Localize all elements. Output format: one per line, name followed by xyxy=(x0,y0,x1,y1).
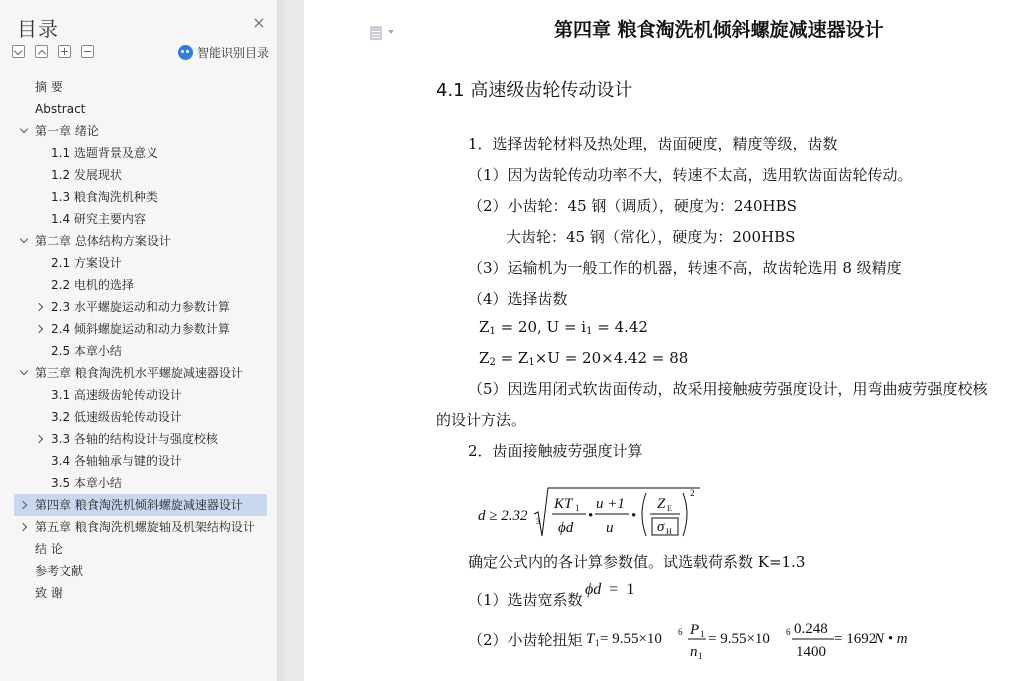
toc-item[interactable] xyxy=(14,208,267,230)
svg-text:n: n xyxy=(690,644,698,660)
toc-item[interactable] xyxy=(14,340,267,362)
chevron-right-icon[interactable] xyxy=(18,494,32,516)
toc-item-label: 2.1 方案设计 xyxy=(51,256,122,270)
toc-item-label: 3.5 本章小结 xyxy=(51,476,122,490)
toc-item[interactable] xyxy=(14,274,267,296)
svg-text:1: 1 xyxy=(575,503,580,513)
toc-item[interactable] xyxy=(14,362,267,384)
svg-text:u: u xyxy=(606,520,614,536)
toc-item[interactable] xyxy=(14,296,267,318)
toc-title: 目录 xyxy=(17,17,59,41)
toc-item-label: 3.1 高速级齿轮传动设计 xyxy=(51,388,182,402)
toc-item-label: 第五章 粮食淘洗机螺旋轴及机架结构设计 xyxy=(35,520,255,534)
toc-item-label: 2.4 倾斜螺旋运动和动力参数计算 xyxy=(51,322,230,336)
chevron-right-icon[interactable] xyxy=(34,318,48,340)
smart-toc-button[interactable] xyxy=(178,44,269,61)
svg-text:1: 1 xyxy=(698,651,703,661)
toc-item-label: 结 论 xyxy=(35,542,63,556)
close-icon[interactable]: × xyxy=(252,13,266,32)
svg-text:= 1692: = 1692 xyxy=(834,631,877,647)
toc-item-label: 3.4 各轴轴承与键的设计 xyxy=(51,454,182,468)
toc-item[interactable] xyxy=(14,318,267,340)
toc-panel xyxy=(0,0,278,681)
svg-text:1: 1 xyxy=(700,629,705,639)
toc-item-label: 第三章 粮食淘洗机水平螺旋减速器设计 xyxy=(35,366,243,380)
equation-z1: $Z_1 = 20$, $U = i_1 = 4.42$ xyxy=(479,318,648,337)
document-icon[interactable] xyxy=(370,26,382,40)
toc-item-label: 第一章 绪论 xyxy=(35,124,99,138)
svg-text:0.248: 0.248 xyxy=(794,621,828,637)
toc-item[interactable] xyxy=(14,582,267,604)
toc-item-label: 第四章 粮食淘洗机倾斜螺旋减速器设计 xyxy=(35,498,243,512)
svg-text:σ: σ xyxy=(657,519,665,535)
toc-item[interactable] xyxy=(14,494,267,516)
toc-item-label: 3.2 低速级齿轮传动设计 xyxy=(51,410,182,424)
chevron-down-icon[interactable] xyxy=(18,362,32,384)
remove-heading-icon[interactable] xyxy=(81,45,94,58)
expand-all-icon[interactable] xyxy=(12,45,25,58)
toc-item[interactable] xyxy=(14,406,267,428)
paragraph: （5）因选用闭式软齿面传动，故采用接触疲劳强度设计，用弯曲疲劳强度校核 xyxy=(468,380,988,398)
svg-text:•: • xyxy=(631,508,637,524)
toc-item[interactable] xyxy=(14,142,267,164)
toc-item-label: 致 谢 xyxy=(35,586,63,600)
svg-text:KT: KT xyxy=(554,496,573,512)
chevron-down-icon[interactable] xyxy=(388,30,394,34)
robot-icon xyxy=(178,45,193,60)
paragraph: （2）小齿轮：45 钢（调质），硬度为：240HBS xyxy=(468,197,797,215)
paragraph: （3）运输机为一般工作的机器，转速不高，故齿轮选用 8 级精度 xyxy=(468,259,902,277)
width-coefficient-value: ϕd = 1 xyxy=(585,581,635,598)
toc-item[interactable] xyxy=(14,428,267,450)
toc-item-label: 第二章 总体结构方案设计 xyxy=(35,234,171,248)
document-page xyxy=(304,0,1016,681)
svg-text:u +1: u +1 xyxy=(596,496,625,512)
svg-text:Z: Z xyxy=(657,496,666,512)
toc-item[interactable] xyxy=(14,516,267,538)
toc-item-label: 1.2 发展现状 xyxy=(51,168,122,182)
add-heading-icon[interactable] xyxy=(58,45,71,58)
toc-item[interactable] xyxy=(14,472,267,494)
toc-item[interactable] xyxy=(14,230,267,252)
svg-text:E: E xyxy=(667,504,672,513)
svg-text:6: 6 xyxy=(786,627,791,637)
paragraph: （1）选齿宽系数 xyxy=(468,591,583,609)
paragraph: （1）因为齿轮传动功率不大，转速不太高，选用软齿面齿轮传动。 xyxy=(468,166,913,184)
toc-item[interactable] xyxy=(14,164,267,186)
paragraph: 1．选择齿轮材料及热处理，齿面硬度，精度等级，齿数 xyxy=(468,135,838,153)
toc-scrollbar[interactable] xyxy=(278,0,284,681)
toc-item[interactable] xyxy=(14,252,267,274)
paragraph: 2．齿面接触疲劳强度计算 xyxy=(468,442,643,460)
toc-item[interactable] xyxy=(14,450,267,472)
svg-text:ϕd: ϕd xyxy=(558,520,574,536)
toc-item-label: 1.1 选题背景及意义 xyxy=(51,146,158,160)
collapse-all-icon[interactable] xyxy=(35,45,48,58)
toc-toolbar xyxy=(12,45,94,59)
chevron-down-icon[interactable] xyxy=(18,120,32,142)
svg-text:1: 1 xyxy=(595,638,600,648)
svg-text:N • m: N • m xyxy=(874,631,908,647)
equation-z2: $Z_2 = Z_1\times U = 20\times 4.42 = 88$ xyxy=(479,349,689,368)
toc-item-label: 摘 要 xyxy=(35,80,63,94)
svg-text:T: T xyxy=(586,631,595,647)
toc-list xyxy=(14,76,267,604)
smart-toc-label: 智能识别目录 xyxy=(197,46,270,60)
paragraph: （2）小齿轮扭矩 xyxy=(468,631,583,649)
toc-item[interactable] xyxy=(14,76,267,98)
svg-text:= 9.55×10: = 9.55×10 xyxy=(708,631,770,647)
svg-text:d ≥ 2.32: d ≥ 2.32 xyxy=(478,508,528,524)
chevron-down-icon[interactable] xyxy=(18,230,32,252)
toc-item-label: 2.5 本章小结 xyxy=(51,344,122,358)
svg-text:P: P xyxy=(690,622,700,638)
toc-item[interactable] xyxy=(14,186,267,208)
contact-strength-formula xyxy=(474,484,704,542)
toc-item-label: 参考文献 xyxy=(35,564,84,578)
toc-item-label: Abstract xyxy=(35,102,86,116)
svg-text:2: 2 xyxy=(690,488,695,498)
svg-text:6: 6 xyxy=(678,627,683,637)
chevron-right-icon[interactable] xyxy=(34,296,48,318)
toc-item-label: 1.4 研究主要内容 xyxy=(51,212,146,226)
chapter-title: 第四章 粮食淘洗机倾斜螺旋减速器设计 xyxy=(554,19,884,41)
paragraph: 的设计方法。 xyxy=(436,411,527,429)
svg-text:H: H xyxy=(666,527,672,536)
chevron-right-icon[interactable] xyxy=(18,516,32,538)
toc-item-label: 2.3 水平螺旋运动和动力参数计算 xyxy=(51,300,230,314)
section-title: 4.1 高速级齿轮传动设计 xyxy=(436,80,633,101)
toc-item[interactable] xyxy=(14,120,267,142)
svg-text:1400: 1400 xyxy=(796,644,826,660)
toc-item-label: 3.3 各轴的结构设计与强度校核 xyxy=(51,432,218,446)
toc-item-label: 2.2 电机的选择 xyxy=(51,278,134,292)
toc-item[interactable] xyxy=(14,98,267,120)
svg-text:3: 3 xyxy=(536,517,540,526)
svg-text:= 9.55×10: = 9.55×10 xyxy=(600,631,662,647)
toc-item-label: 1.3 粮食淘洗机种类 xyxy=(51,190,158,204)
toc-item[interactable] xyxy=(14,560,267,582)
chevron-right-icon[interactable] xyxy=(34,428,48,450)
paragraph: 确定公式内的各计算参数值。试选载荷系数 K=1.3 xyxy=(468,553,806,571)
svg-text:•: • xyxy=(588,508,594,524)
toc-item[interactable] xyxy=(14,538,267,560)
paragraph: 大齿轮：45 钢（常化），硬度为：200HBS xyxy=(506,228,796,246)
paragraph: （4）选择齿数 xyxy=(468,290,568,308)
pinion-torque-formula xyxy=(584,612,924,664)
toc-item[interactable] xyxy=(14,384,267,406)
